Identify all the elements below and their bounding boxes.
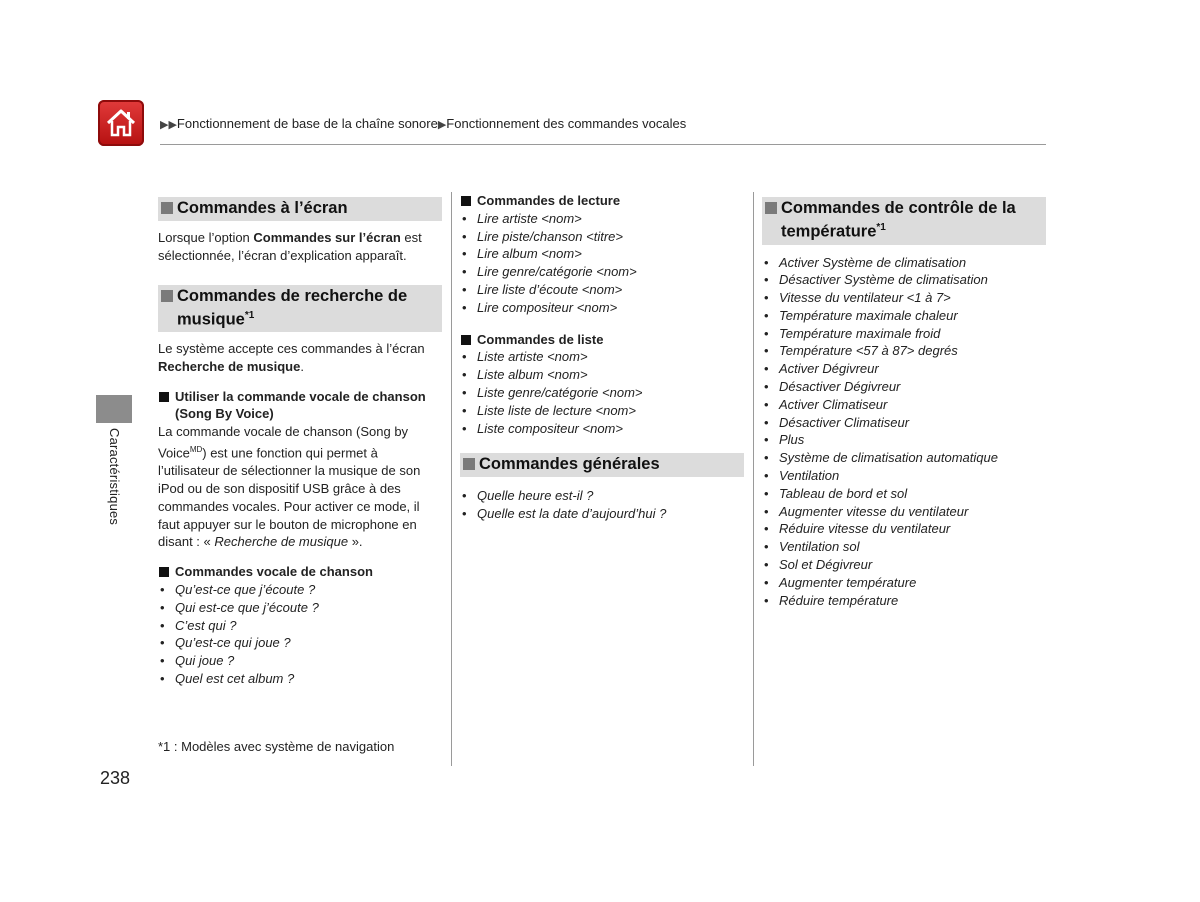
column-left xyxy=(158,190,442,702)
column-right xyxy=(762,190,1046,623)
list-item: • Lire compositeur <nom> xyxy=(460,299,744,317)
section-heading: Commandes de contrôle de la température$^{*1}$ xyxy=(762,197,1046,245)
list-item: • Quelle heure est-il ? xyxy=(460,487,744,505)
list-item: • Désactiver Dégivreur xyxy=(762,378,1046,396)
list-item: • Qu’est-ce que j’écoute ? xyxy=(158,581,442,599)
list-item: • Température maximale froid xyxy=(762,325,1046,343)
column-middle xyxy=(460,190,744,537)
side-tab-label: Caractéristiques xyxy=(107,428,122,526)
column-divider xyxy=(451,192,452,766)
list-item: • Activer Dégivreur xyxy=(762,360,1046,378)
home-button[interactable] xyxy=(98,100,144,146)
list-item: • Lire artiste <nom> xyxy=(460,210,744,228)
paragraph: Le système accepte ces commandes à l’écran Recherche de musique. xyxy=(158,341,425,374)
breadcrumb-item[interactable]: Fonctionnement des commandes vocales xyxy=(446,116,687,131)
list-item: • Lire liste d’écoute <nom> xyxy=(460,281,744,299)
command-list xyxy=(158,581,442,688)
header-divider xyxy=(160,144,1046,145)
page-number: 238 xyxy=(100,768,131,788)
side-tab[interactable] xyxy=(96,395,132,423)
list-item: • Température maximale chaleur xyxy=(762,307,1046,325)
list-item: • Qu’est-ce qui joue ? xyxy=(158,634,442,652)
section-heading: Commandes à l’écran xyxy=(158,197,442,221)
subheading: Commandes vocale de chanson xyxy=(158,563,442,581)
list-item: • Vitesse du ventilateur <1 à 7> xyxy=(762,289,1046,307)
list-item: • Système de climatisation automatique xyxy=(762,449,1046,467)
list-item: • Liste artiste <nom> xyxy=(460,348,744,366)
breadcrumb-item[interactable]: Fonctionnement de base de la chaîne sonore xyxy=(176,116,438,131)
home-icon xyxy=(104,106,138,140)
list-item: • Activer Système de climatisation xyxy=(762,254,1046,272)
list-item: • Tableau de bord et sol xyxy=(762,485,1046,503)
command-list xyxy=(460,348,744,437)
list-item: • Activer Climatiseur xyxy=(762,396,1046,414)
command-list xyxy=(460,210,744,317)
list-item: • Augmenter température xyxy=(762,574,1046,592)
list-item: • Augmenter vitesse du ventilateur xyxy=(762,503,1046,521)
list-item: • C’est qui ? xyxy=(158,617,442,635)
list-item: • Lire album <nom> xyxy=(460,245,744,263)
list-item: • Qui joue ? xyxy=(158,652,442,670)
subheading: Utiliser la commande vocale de chanson (Song By Voice) xyxy=(158,388,442,424)
list-item: • Liste liste de lecture <nom> xyxy=(460,402,744,420)
footnote: *1 : Modèles avec système de navigation xyxy=(158,739,395,754)
section-heading: Commandes de recherche de musique$^{*1}$ xyxy=(158,285,442,333)
command-list xyxy=(460,487,744,523)
command-list xyxy=(762,254,1046,610)
breadcrumb-arrow-icon: ▶▶ xyxy=(160,119,177,131)
list-item: • Ventilation sol xyxy=(762,538,1046,556)
list-item: • Quel est cet album ? xyxy=(158,670,442,688)
list-item: • Ventilation xyxy=(762,467,1046,485)
subheading: Commandes de lecture xyxy=(460,192,744,210)
list-item: • Liste album <nom> xyxy=(460,366,744,384)
list-item: • Sol et Dégivreur xyxy=(762,556,1046,574)
list-item: • Désactiver Climatiseur xyxy=(762,414,1046,432)
breadcrumb xyxy=(160,116,686,131)
list-item: • Lire genre/catégorie <nom> xyxy=(460,263,744,281)
column-divider xyxy=(753,192,754,766)
list-item: • Qui est-ce que j’écoute ? xyxy=(158,599,442,617)
paragraph: Lorsque l’option Commandes sur l’écran est sélectionnée, l’écran d’explication apparaît. xyxy=(158,230,422,263)
list-item: • Liste genre/catégorie <nom> xyxy=(460,384,744,402)
list-item: • Désactiver Système de climatisation xyxy=(762,271,1046,289)
list-item: • Quelle est la date d’aujourd’hui ? xyxy=(460,505,744,523)
list-item: • Réduire vitesse du ventilateur xyxy=(762,520,1046,538)
breadcrumb-arrow-icon: ▶ xyxy=(437,119,447,131)
list-item: • Lire piste/chanson <titre> xyxy=(460,228,744,246)
list-item: • Liste compositeur <nom> xyxy=(460,420,744,438)
subheading: Commandes de liste xyxy=(460,331,744,349)
section-heading: Commandes générales xyxy=(460,453,744,477)
list-item: • Plus xyxy=(762,431,1046,449)
paragraph: La commande vocale de chanson (Song by Voice$^{MD}$) est une fonction qui permet à l’utilisateur de sélectionner la musique de son iPod ou de son dispositif USB grâce à des commandes vocales. Pour activer ce mode, il faut appuyer sur le bouton de microphone en disant : « Recherche de musique ». xyxy=(158,424,421,550)
list-item: • Réduire température xyxy=(762,592,1046,610)
list-item: • Température <57 à 87> degrés xyxy=(762,342,1046,360)
